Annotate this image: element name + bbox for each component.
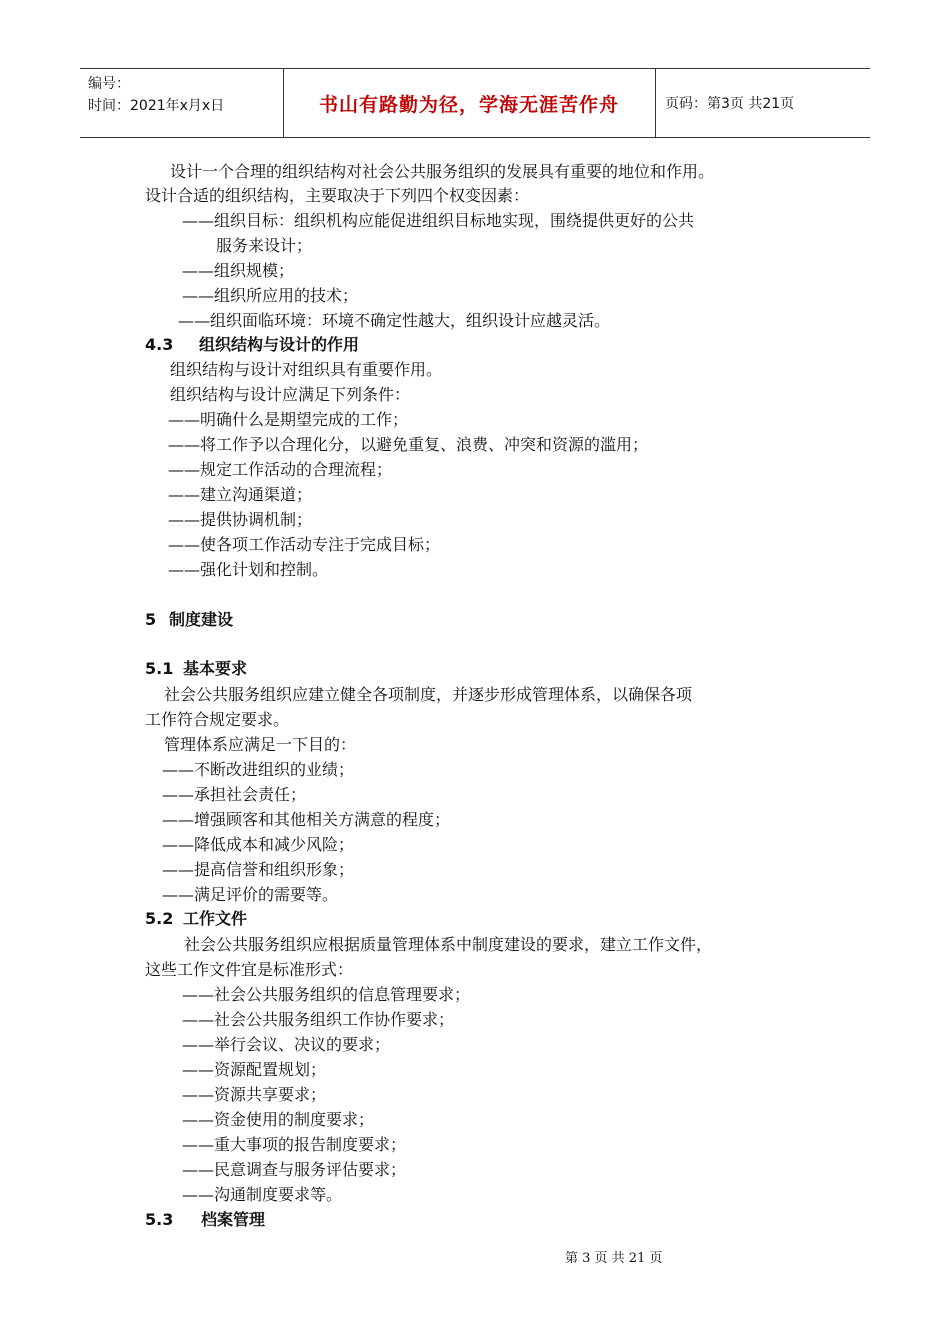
list-item: ——降低成本和减少风险； [162, 835, 355, 854]
list-item: ——资源配置规划； [182, 1060, 327, 1079]
paragraph-line: 管理体系应满足一下目的： [164, 735, 357, 754]
paragraph-line: 组织结构与设计对组织具有重要作用。 [170, 360, 443, 379]
header-page-info: 页码：第3页 共21页 [665, 96, 795, 112]
list-item: ——重大事项的报告制度要求； [182, 1135, 407, 1154]
list-item: ——组织所应用的技术； [182, 286, 359, 305]
list-item: ——举行会议、决议的要求； [182, 1035, 391, 1054]
list-item: ——提供协调机制； [168, 510, 313, 529]
section-number: 5.2 [145, 909, 174, 928]
header-divider [655, 69, 656, 137]
list-item: ——增强顾客和其他相关方满意的程度； [162, 810, 451, 829]
list-item: ——组织目标：组织机构应能促进组织目标地实现，围绕提供更好的公共 [182, 211, 695, 230]
page-header [80, 68, 870, 138]
list-item: ——使各项工作活动专注于完成目标； [168, 535, 441, 554]
date-label: 时间：2021年x月x日 [88, 98, 225, 114]
paragraph-line: 社会公共服务组织应根据质量管理体系中制度建设的要求，建立工作文件， [184, 935, 713, 954]
section-number: 5 [145, 610, 157, 629]
page-footer: 第 3 页 共 21 页 [565, 1251, 663, 1266]
section-heading-4-3 [145, 335, 359, 355]
section-number: 5.3 [145, 1210, 174, 1229]
section-heading-5 [145, 610, 233, 630]
section-number: 5.1 [145, 659, 174, 678]
list-item: ——沟通制度要求等。 [182, 1185, 343, 1204]
list-item: ——不断改进组织的业绩； [162, 760, 355, 779]
list-item: ——社会公共服务组织的信息管理要求； [182, 985, 471, 1004]
paragraph-line: 这些工作文件宜是标准形式： [145, 960, 354, 979]
list-item: ——将工作予以合理化分，以避免重复、浪费、冲突和资源的滥用； [168, 435, 649, 454]
paragraph-line: 设计一个合理的组织结构对社会公共服务组织的发展具有重要的地位和作用。 [170, 162, 715, 181]
code-label: 编号： [88, 76, 130, 92]
section-number: 4.3 [145, 335, 174, 354]
list-item: ——资源共享要求； [182, 1085, 327, 1104]
list-item: 服务来设计； [216, 236, 313, 255]
paragraph-line: 设计合适的组织结构，主要取决于下列四个权变因素： [145, 186, 530, 205]
list-item: ——强化计划和控制。 [168, 560, 329, 579]
paragraph-line: 组织结构与设计应满足下列条件： [170, 385, 411, 404]
list-item: ——民意调查与服务评估要求； [182, 1160, 407, 1179]
section-title: 组织结构与设计的作用 [199, 335, 360, 354]
section-title: 档案管理 [201, 1210, 266, 1229]
header-meta [88, 73, 224, 117]
section-heading-5-3 [145, 1210, 265, 1230]
list-item: ——社会公共服务组织工作协作要求； [182, 1010, 455, 1029]
list-item: ——承担社会责任； [162, 785, 307, 804]
section-title: 制度建设 [169, 610, 234, 629]
section-title: 基本要求 [183, 659, 248, 678]
list-item: ——规定工作活动的合理流程； [168, 460, 393, 479]
paragraph-line: 工作符合规定要求。 [145, 710, 290, 729]
list-item: ——资金使用的制度要求； [182, 1110, 375, 1129]
paragraph-line: 社会公共服务组织应建立健全各项制度，并逐步形成管理体系，以确保各项 [164, 685, 693, 704]
list-item: ——组织规模； [182, 261, 295, 280]
list-item: ——组织面临环境：环境不确定性越大，组织设计应越灵活。 [178, 311, 611, 330]
list-item: ——提高信誉和组织形象； [162, 860, 355, 879]
section-heading-5-2 [145, 909, 247, 929]
list-item: ——建立沟通渠道； [168, 485, 313, 504]
list-item: ——明确什么是期望完成的工作； [168, 410, 409, 429]
section-title: 工作文件 [183, 909, 248, 928]
list-item: ——满足评价的需要等。 [162, 885, 339, 904]
section-heading-5-1 [145, 659, 247, 679]
header-motto: 书山有路勤为径，学海无涯苦作舟 [318, 93, 619, 116]
